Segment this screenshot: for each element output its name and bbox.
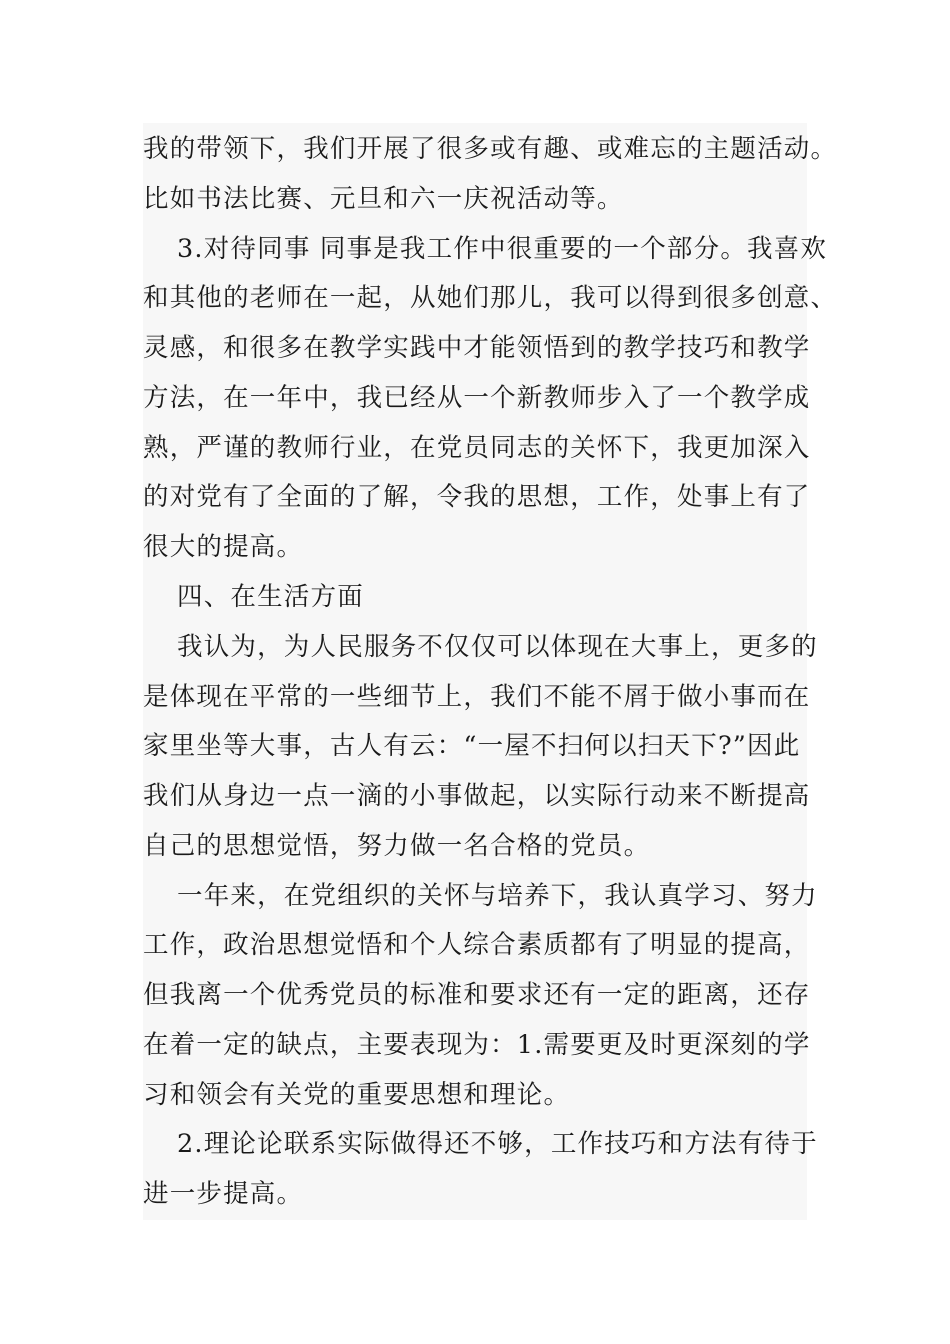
- text-line: 自己的思想觉悟，努力做一名合格的党员。: [143, 831, 651, 861]
- paragraph-line: 2.理论论联系实际做得还不够，工作技巧和方法有待于: [177, 1129, 818, 1159]
- text-line: 习和领会有关党的重要思想和理论。: [143, 1080, 571, 1110]
- text-line: 方法，在一年中，我已经从一个新教师步入了一个教学成: [143, 383, 811, 413]
- text-line: 和其他的老师在一起，从她们那儿，我可以得到很多创意、: [143, 283, 838, 313]
- text-block: [143, 123, 838, 1220]
- text-line: 灵感，和很多在教学实践中才能领悟到的教学技巧和教学: [143, 333, 811, 363]
- text-line: 家里坐等大事，古人有云：“一屋不扫何以扫天下?”因此: [143, 731, 801, 761]
- text-line: 但我离一个优秀党员的标准和要求还有一定的距离，还存: [143, 980, 811, 1010]
- text-line: 我的带领下，我们开展了很多或有趣、或难忘的主题活动。: [143, 134, 838, 164]
- text-line: 是体现在平常的一些细节上，我们不能不屑于做小事而在: [143, 682, 811, 712]
- paragraph-line: 一年来，在党组织的关怀与培养下，我认真学习、努力: [177, 881, 818, 911]
- text-line: 比如书法比赛、元旦和六一庆祝活动等。: [143, 184, 624, 214]
- text-line: 的对党有了全面的了解，令我的思想，工作，处事上有了: [143, 482, 811, 512]
- text-line: 熟，严谨的教师行业，在党员同志的关怀下，我更加深入: [143, 433, 811, 463]
- text-line: 我们从身边一点一滴的小事做起，以实际行动来不断提高: [143, 781, 811, 811]
- text-line: 工作，政治思想觉悟和个人综合素质都有了明显的提高，: [143, 930, 811, 960]
- paragraph-line: 我认为，为人民服务不仅仅可以体现在大事上，更多的: [177, 632, 818, 662]
- paragraph-line: 3.对待同事 同事是我工作中很重要的一个部分。我喜欢: [177, 234, 828, 264]
- text-line: 在着一定的缺点，主要表现为：1.需要更及时更深刻的学: [143, 1030, 811, 1060]
- text-line: 很大的提高。: [143, 532, 304, 562]
- section-heading: 四、在生活方面: [177, 582, 364, 612]
- text-line: 进一步提高。: [143, 1179, 304, 1209]
